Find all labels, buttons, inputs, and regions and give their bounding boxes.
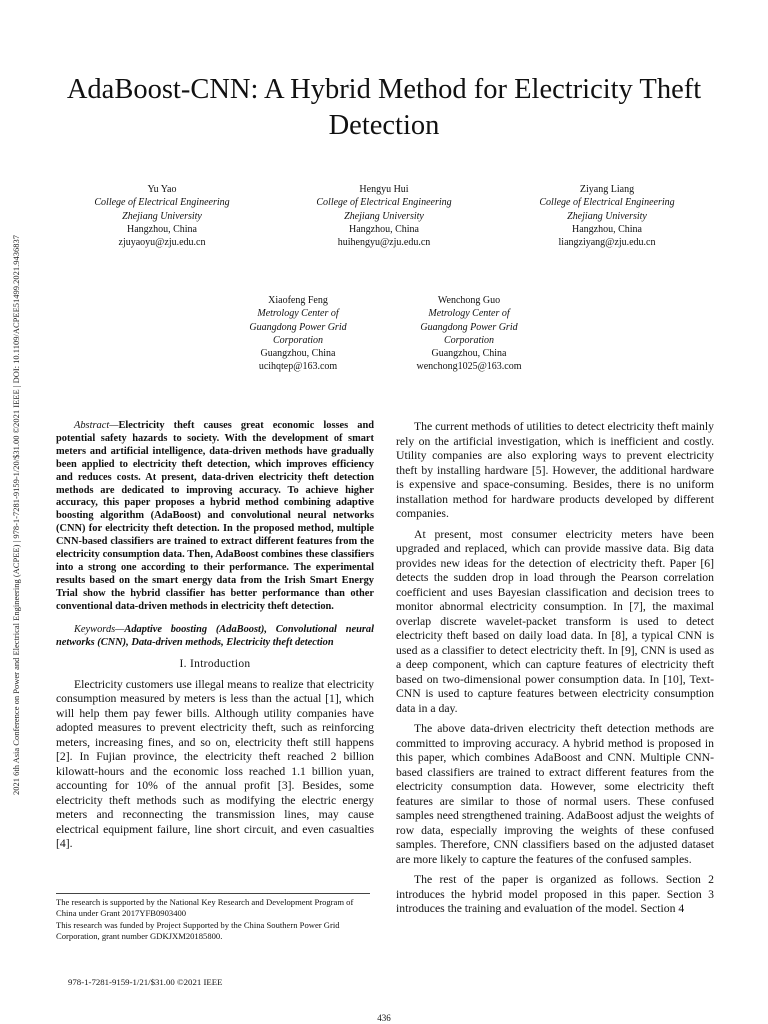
author-name: Ziyang Liang xyxy=(579,184,635,195)
body-paragraph: The rest of the paper is organized as follows. Section 2 introduces the hybrid model proposed in this paper. Section 3 introduces the training and evaluation of the model. Section 4 xyxy=(396,873,714,915)
author-affiliation: Metrology Center of xyxy=(257,308,339,320)
author-email: huihengyu@zju.edu.cn xyxy=(337,237,431,249)
keywords-lead: Keywords— xyxy=(74,623,125,635)
author-city: Hangzhou, China xyxy=(349,223,419,235)
keywords-text: Adaptive boosting (AdaBoost), Convolutional neural networks (CNN), Data-driven methods, Electricity theft detection xyxy=(56,623,374,648)
author-name: Yu Yao xyxy=(147,184,177,195)
copyright-line: 978-1-7281-9159-1/21/$31.00 ©2021 IEEE xyxy=(68,977,223,987)
abstract xyxy=(56,420,374,614)
side-citation-strip xyxy=(10,170,22,860)
author-org-line2: Corporation xyxy=(272,334,323,346)
author-name: Hengyu Hui xyxy=(359,184,409,195)
author-city: Hangzhou, China xyxy=(572,223,642,235)
author-org: Guangdong Power Grid xyxy=(420,321,518,333)
footnote: The research is supported by the National Key Research and Development Program of China under Grant 2017YFB0903400 xyxy=(56,897,354,919)
author-email: liangziyang@zju.edu.cn xyxy=(558,237,656,249)
paper-title: AdaBoost-CNN: A Hybrid Method for Electricity Theft Detection xyxy=(66,74,702,141)
footnote: This research was funded by Project Supported by the China Southern Power Grid Corporation, grant number GDKJXM20185800. xyxy=(56,919,340,941)
side-citation-text: 2021 6th Asia Conference on Power and Electrical Engineering (ACPEE) | 978-1-7281-9159-1/20/$31.00 ©2021 IEEE | DOI: 10.1109/ACPEE51499.2021.9436837 xyxy=(11,234,21,796)
author-block xyxy=(284,183,484,249)
author-city: Hangzhou, China xyxy=(127,223,197,235)
author-email: wenchong1025@163.com xyxy=(416,361,522,373)
body-paragraph: The current methods of utilities to detect electricity theft mainly rely on the artificial investigation, which is inefficient and costly. Utility companies are also exploring ways to prevent electricity theft by installing hardware [5]. However, the additional hardware is expensive and space-consuming. Besides, there is no uniform installation method for hardware products developed by different companies. xyxy=(396,420,714,520)
author-city: Guangzhou, China xyxy=(431,348,507,360)
abstract-text: Electricity theft causes great economic losses and potential safety hazards to society. With the development of smart meters and artificial intelligence, data-driven methods have gradually been applied to electricity theft detection, which improves efficiency and reduces costs. At present, data-driven electricity theft detection methods are dedicated to improving accuracy. To achieve higher accuracy, this paper proposes a hybrid method combining adaptive boosting algorithm (AdaBoost) and convolutional neural networks (CNN) for electricity theft detection. In the proposed method, multiple CNN-based classifiers are trained to extract different features from the electricity consumption data. Then, AdaBoost combines these classifiers into a strong one according to their performance. The experimental results based on the smart energy data from the Irish Smart Energy Trial show the hybrid classifier has better performance than other conventional data-driven methods in electricity theft detection. xyxy=(56,420,374,612)
author-org: Zhejiang University xyxy=(122,210,202,222)
author-block xyxy=(198,294,398,374)
body-paragraph: Electricity customers use illegal means to realize that electricity consumption measured by meters is less than the actual [1], which will help them pay fewer bills. Although utility companies have adopted measures to prevent electricity theft, such as reinforcing meters, increasing fines, and so on, electricity theft still happens [2]. In Fujian province, the electricity theft reached 2 billion kilowatt-hours and the economic loss reached 1.1 billion yuan, accounting for 10% of the annual profit [3]. Besides, some electricity theft methods such as modifying the electric energy meters and reconnecting the transmission lines, may cause electrical equipment failure, line short circuit, and even casualties [4]. xyxy=(56,677,374,851)
author-email: ucihqtep@163.com xyxy=(258,361,338,373)
footnotes xyxy=(56,897,374,942)
author-name: Wenchong Guo xyxy=(437,295,501,306)
page-number: 436 xyxy=(377,1013,391,1023)
author-org: Zhejiang University xyxy=(344,210,424,222)
author-affiliation: College of Electrical Engineering xyxy=(316,197,452,209)
author-email: zjuyaoyu@zju.edu.cn xyxy=(118,237,206,249)
author-affiliation: College of Electrical Engineering xyxy=(539,197,675,209)
abstract-lead: Abstract— xyxy=(74,420,119,431)
section-heading-introduction: I. Introduction xyxy=(179,658,251,671)
author-org: Guangdong Power Grid xyxy=(249,321,347,333)
body-paragraph: The above data-driven electricity theft detection methods are committed to improving accuracy. A hybrid method is proposed in this paper, which combines AdaBoost and CNN. Multiple CNN-based classifiers are trained to extract different features from the electricity consumption data. However, some electricity theft features are similar to those of normal users. These confused samples need strengthened training. AdaBoost adjust the weights of row data, especially improving the weights of these confused samples. Therefore, CNN classifiers based on the adjusted dataset are more likely to capture the features of the confused samples. xyxy=(396,722,714,866)
author-org-line2: Corporation xyxy=(443,334,494,346)
author-name: Xiaofeng Feng xyxy=(268,295,328,306)
right-column xyxy=(396,420,714,923)
author-block xyxy=(369,294,569,374)
author-city: Guangzhou, China xyxy=(260,348,336,360)
author-org: Zhejiang University xyxy=(567,210,647,222)
left-column xyxy=(56,420,374,858)
keywords xyxy=(56,624,374,650)
author-block xyxy=(62,183,262,249)
author-affiliation: College of Electrical Engineering xyxy=(94,197,230,209)
author-affiliation: Metrology Center of xyxy=(428,308,510,320)
body-paragraph: At present, most consumer electricity meters have been upgraded and replaced, which can provide massive data. Big data provides new ideas for the detection of electricity theft. Paper [6] detects the sudden drop in load through the Pearson correlation coefficient and uses Bayesian classification and decision trees to monitor abnormal electricity consumption. In [7], the maximal overlap discrete wavelet-packet transform is used to detect electricity theft based on daily load data. In [8], a typical CNN is used as a classifier to detect electricity theft. In [9], CNN is used as a deep component, which can capture features of electricity theft based on two-dimensional power consumption data. In [10], Text-CNN is used to capture features between electricity consumption data in a day. xyxy=(396,527,714,715)
footnote-divider xyxy=(56,893,370,894)
author-block xyxy=(507,183,707,249)
